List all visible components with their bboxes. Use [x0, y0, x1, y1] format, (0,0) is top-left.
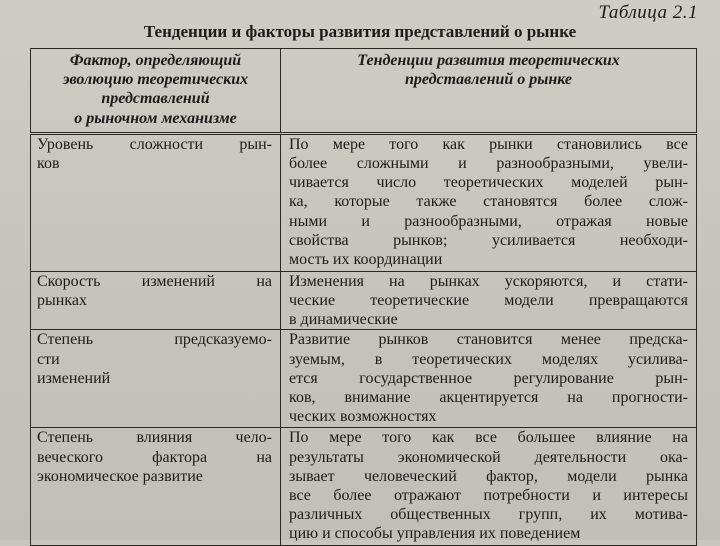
- word: увели-: [643, 155, 688, 173]
- word: слож-: [648, 193, 688, 211]
- word: По: [289, 135, 309, 153]
- factor-line: [37, 330, 272, 349]
- factor-line: ков: [37, 155, 60, 173]
- word: потребности: [483, 487, 570, 505]
- factor-line: [37, 448, 272, 467]
- word: более: [333, 487, 372, 505]
- trend-line: [289, 428, 688, 447]
- word: предсказуемо-: [174, 331, 272, 349]
- word: которые: [334, 193, 390, 211]
- word: чело-: [235, 429, 272, 447]
- trend-cell: [281, 133, 697, 271]
- trend-line: [289, 467, 688, 486]
- trend-line: ческих возможностях: [289, 408, 437, 426]
- word: групп,: [518, 506, 563, 524]
- word: более: [289, 155, 328, 173]
- trend-line: [289, 231, 688, 250]
- trend-line: [289, 135, 688, 154]
- table-number: Таблица 2.1: [598, 2, 698, 23]
- trend-line: [289, 486, 688, 505]
- word: на: [672, 429, 688, 447]
- word: и: [592, 487, 601, 505]
- word: государственное: [359, 369, 473, 387]
- word: ка,: [289, 193, 308, 211]
- word: моделей: [571, 174, 628, 192]
- word: разнообразными,: [496, 155, 614, 173]
- factor-line: изменений: [37, 369, 111, 387]
- word: рын-: [239, 135, 272, 153]
- trend-line: [289, 330, 688, 349]
- word: более: [584, 193, 623, 211]
- word: предска-: [629, 331, 688, 349]
- trend-cell: [281, 330, 697, 428]
- factor-cell: [31, 133, 281, 271]
- word: влияние: [596, 429, 652, 447]
- word: стати-: [646, 272, 688, 290]
- word: мотива-: [634, 506, 688, 524]
- word: зывает: [289, 467, 335, 485]
- word: разнообразными,: [404, 212, 522, 230]
- word: акцентируется: [439, 389, 539, 407]
- word: зуемым,: [289, 350, 345, 368]
- word: Степень: [37, 429, 94, 447]
- table-row: [31, 133, 697, 271]
- word: все: [666, 135, 688, 153]
- word: модели: [567, 467, 617, 485]
- trend-line: [289, 369, 688, 388]
- trend-line: [289, 448, 688, 467]
- word: ков,: [289, 389, 316, 407]
- word: новые: [646, 212, 688, 230]
- word: усилива-: [627, 350, 688, 368]
- word: рынка: [646, 467, 688, 485]
- trend-line: мость их координации: [289, 251, 443, 269]
- word: ется: [289, 369, 318, 387]
- word: свойства: [289, 231, 349, 249]
- word: результаты: [289, 448, 364, 466]
- trend-line: [289, 272, 688, 291]
- word: Степень: [37, 331, 94, 349]
- trend-line: в динамические: [289, 311, 398, 329]
- trend-line: [289, 291, 688, 310]
- trend-line: [289, 212, 688, 231]
- word: теоретических: [412, 350, 512, 368]
- word: теоретические: [370, 292, 470, 310]
- word: как: [442, 135, 465, 153]
- word: сложности: [129, 135, 204, 153]
- factor-line: [37, 135, 272, 154]
- word: превращаются: [588, 292, 688, 310]
- factor-cell: [31, 330, 281, 428]
- word: ускоряются,: [504, 272, 588, 290]
- factor-line: рынках: [37, 292, 87, 310]
- word: необходи-: [619, 231, 688, 249]
- factor-line: экономическое развитие: [37, 467, 203, 485]
- factors-table: [30, 48, 697, 546]
- word: ока-: [660, 448, 688, 466]
- word: Развитие: [289, 331, 351, 349]
- trend-cell: [281, 271, 697, 330]
- word: экономической: [397, 448, 501, 466]
- word: все: [289, 487, 311, 505]
- word: прогности-: [611, 389, 688, 407]
- word: внимание: [344, 389, 411, 407]
- word: на: [256, 272, 272, 290]
- trend-line: [289, 192, 688, 211]
- trend-cell: [281, 428, 697, 546]
- word: модели: [504, 292, 554, 310]
- word: чивается: [289, 174, 349, 192]
- trend-line: [289, 350, 688, 369]
- word: ными: [289, 212, 327, 230]
- word: теоретических: [443, 174, 544, 192]
- word: становится: [456, 331, 533, 349]
- word: отражают: [393, 487, 461, 505]
- table-row: [31, 330, 697, 428]
- trend-line: [289, 388, 688, 407]
- header-factor-line: представлений: [101, 90, 210, 108]
- trend-line: [289, 505, 688, 524]
- factor-cell: [31, 271, 281, 330]
- word: большее: [517, 429, 576, 447]
- word: регулирование: [513, 369, 614, 387]
- word: становятся: [483, 193, 558, 211]
- word: деятельности: [534, 448, 627, 466]
- header-factor-line: эволюцию теоретических: [62, 71, 249, 89]
- table-row: [31, 271, 697, 330]
- word: мере: [332, 135, 366, 153]
- factor-cell: [31, 428, 281, 546]
- word: интересы: [623, 487, 688, 505]
- header-factor-line: о рыночном механизме: [74, 109, 237, 127]
- word: различных: [289, 506, 363, 524]
- header-factor-line: Фактор, определяющий: [69, 52, 242, 69]
- word: и: [361, 212, 370, 230]
- factor-line: [37, 428, 272, 447]
- table-row: [31, 428, 697, 546]
- word: фактор,: [486, 467, 538, 485]
- word: мере: [329, 429, 362, 447]
- word: того: [382, 429, 412, 447]
- word: усиливается: [491, 231, 576, 249]
- word: По: [289, 429, 309, 447]
- word: на: [567, 389, 583, 407]
- word: того: [389, 135, 419, 153]
- word: менее: [560, 331, 601, 349]
- word: также: [416, 193, 457, 211]
- factor-line: [37, 272, 272, 291]
- word: сложными: [356, 155, 429, 173]
- word: моделях: [541, 350, 599, 368]
- word: Уровень: [37, 135, 94, 153]
- table-title: Тенденции и факторы развития представлений о рынке: [143, 22, 577, 41]
- table-header-row: [31, 49, 697, 134]
- word: в: [374, 350, 383, 368]
- header-trend: [281, 49, 697, 134]
- word: и: [612, 272, 622, 290]
- word: фактора: [152, 448, 208, 466]
- word: число: [376, 174, 417, 192]
- word: общественных: [390, 506, 491, 524]
- word: веческого: [37, 448, 103, 466]
- header-trend-line: представлений о рынке: [405, 71, 572, 89]
- word: влияния: [136, 429, 193, 447]
- word: на: [256, 448, 272, 466]
- factor-line: сти: [37, 350, 60, 368]
- word: становились: [556, 135, 642, 153]
- word: Скорость: [37, 272, 101, 290]
- trend-line: [289, 154, 688, 173]
- word: рынков: [378, 331, 429, 349]
- word: как: [431, 429, 455, 447]
- trend-line: [289, 173, 688, 192]
- word: рын-: [655, 174, 688, 192]
- word: рынки: [489, 135, 533, 153]
- word: их: [590, 506, 607, 524]
- word: рынков;: [393, 231, 448, 249]
- header-factor: [31, 49, 281, 134]
- word: Изменения: [289, 272, 365, 290]
- word: рынках: [429, 272, 480, 290]
- word: отражая: [556, 212, 612, 230]
- header-trend-line: Тенденции развития теоретических: [357, 52, 620, 69]
- word: все: [475, 429, 497, 447]
- word: человеческий: [363, 467, 457, 485]
- word: изменений: [141, 272, 215, 290]
- word: рын-: [655, 369, 688, 387]
- trend-line: цию и способы управления их поведением: [289, 525, 581, 543]
- word: и: [458, 155, 467, 173]
- word: ческие: [289, 292, 336, 310]
- word: на: [389, 272, 405, 290]
